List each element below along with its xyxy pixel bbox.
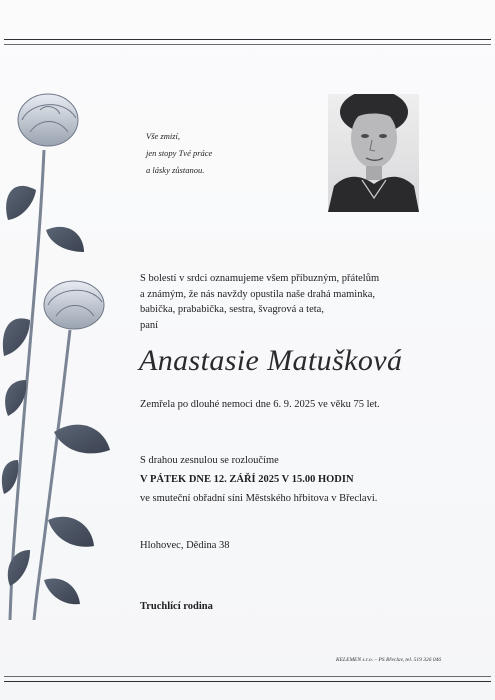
bottom-rule-thin [4, 676, 491, 677]
printer-credit: KELEMEN s.r.o. – PS Břeclav, tel. 519 326 046 [336, 657, 442, 663]
deceased-name: Anastasie Matušková [139, 344, 403, 377]
funeral-place: ve smuteční obřadní síni Městského hřbitova v Břeclavi. [140, 493, 378, 504]
family-address: Hlohovec, Dědina 38 [140, 540, 230, 551]
funeral-date: V PÁTEK DNE 12. ZÁŘÍ 2025 V 15.00 HODIN [140, 474, 354, 485]
announcement-line: S bolestí v srdci oznamujeme všem příbuzným, přátelům [140, 273, 380, 284]
portrait-image [328, 94, 419, 212]
portrait-photo [328, 94, 419, 212]
top-rule-thin [4, 44, 491, 45]
poem-line: a lásky zůstanou. [146, 165, 205, 175]
funeral-info [140, 451, 377, 508]
poem-line: Vše zmizí, [146, 131, 180, 141]
poem-line: jen stopy Tvé práce [146, 148, 213, 158]
top-rule [4, 39, 491, 40]
announcement-line: babička, prababička, sestra, švagrová a teta, [140, 304, 324, 315]
rose-illustration [0, 80, 120, 620]
memorial-poem [146, 128, 212, 179]
announcement-line: paní [140, 319, 159, 331]
funeral-intro: S drahou zesnulou se rozloučíme [140, 455, 279, 466]
bottom-rule [4, 681, 491, 682]
mourners-signature: Truchlící rodina [140, 601, 213, 612]
announcement-text [140, 271, 379, 333]
death-notice: Zemřela po dlouhé nemoci dne 6. 9. 2025 ve věku 75 let. [140, 399, 380, 410]
announcement-line: a známým, že nás navždy opustila naše drahá maminka, [140, 288, 375, 300]
